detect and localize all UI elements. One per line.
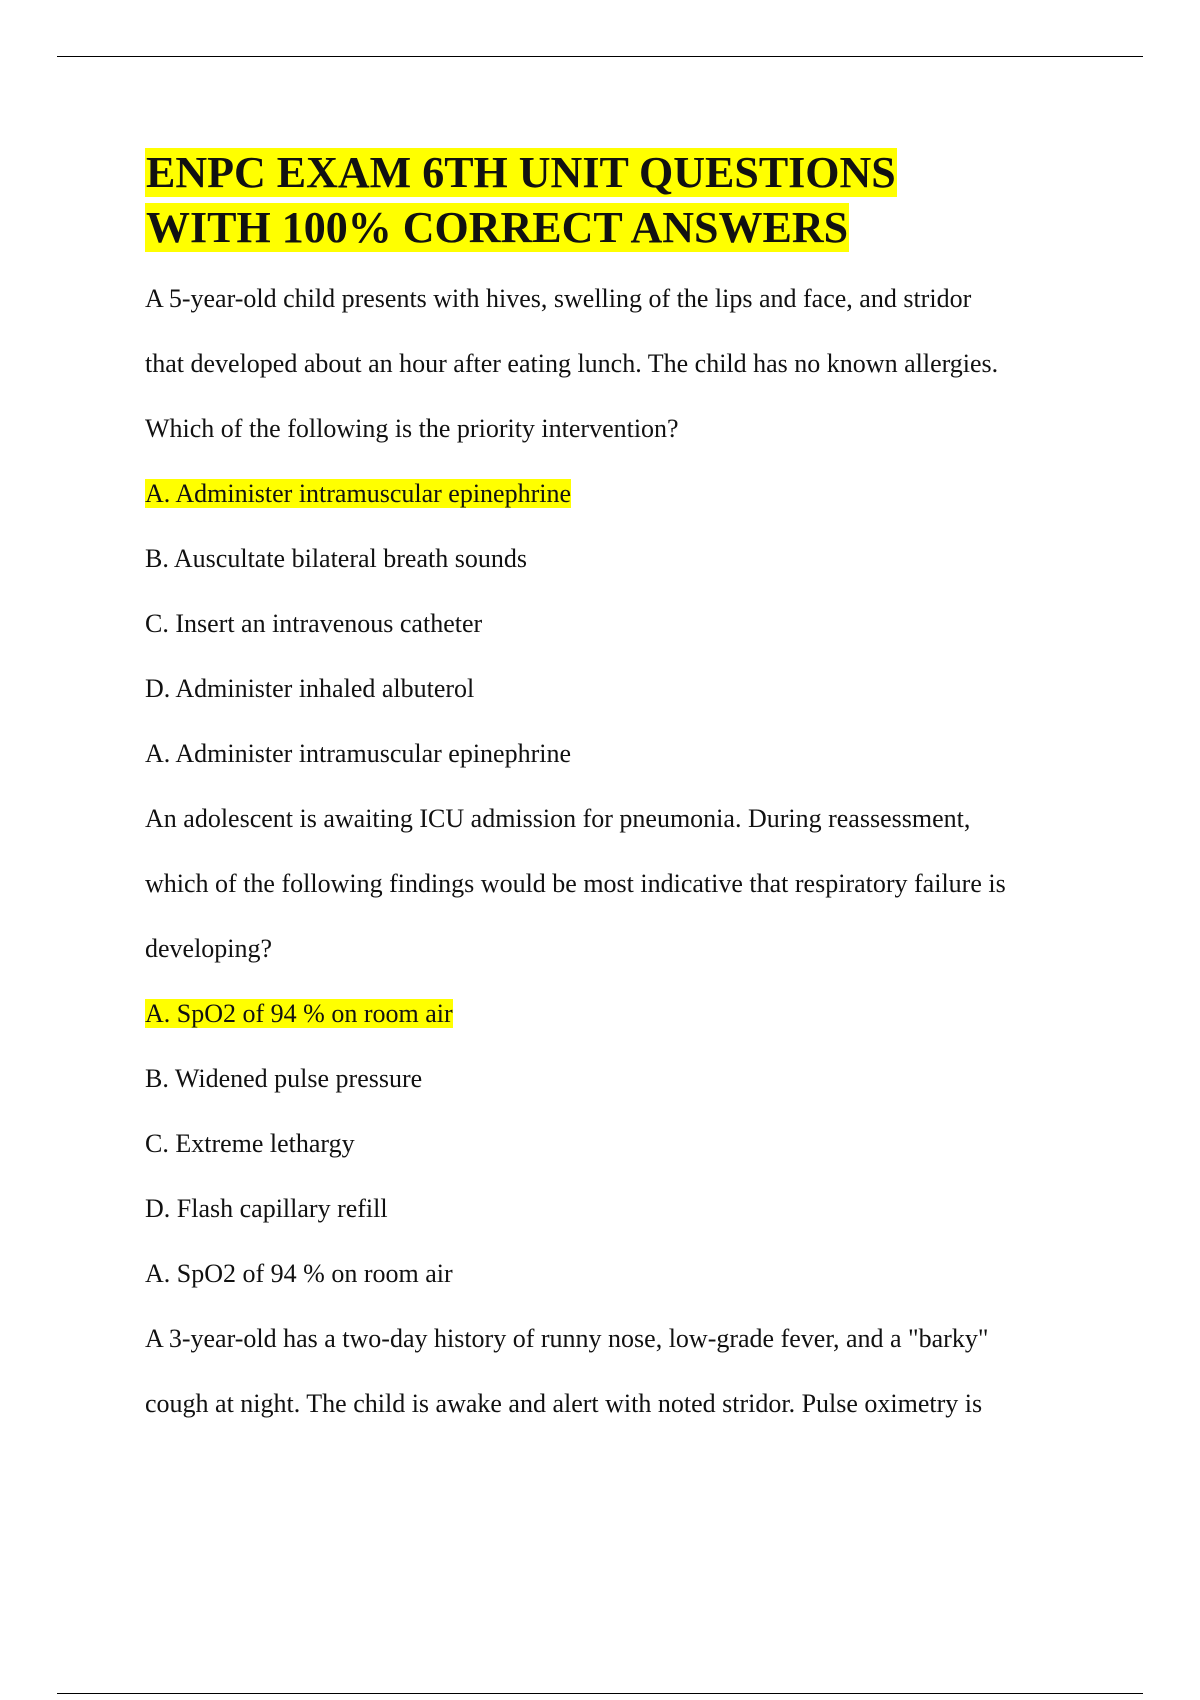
question-2-text-line-1: An adolescent is awaiting ICU admission for pneumonia. During reassessment, [145, 804, 971, 833]
question-1-answer: A. Administer intramuscular epinephrine [145, 739, 572, 768]
question-1-text-line-2: that developed about an hour after eating lunch. The child has no known allergies. [145, 349, 999, 378]
question-3-text-line-2: cough at night. The child is awake and alert with noted stridor. Pulse oximetry is [145, 1389, 983, 1418]
bottom-rule [57, 1693, 1143, 1694]
top-rule [57, 56, 1143, 57]
document-title [145, 145, 1085, 255]
highlighted-answer: A. Administer intramuscular epinephrine [145, 479, 572, 508]
highlighted-answer: A. SpO2 of 94 % on room air [145, 999, 453, 1028]
question-1-text-line-3: Which of the following is the priority intervention? [145, 414, 679, 443]
question-2-answer: A. SpO2 of 94 % on room air [145, 1259, 453, 1288]
question-1-option-c: C. Insert an intravenous catheter [145, 609, 483, 638]
title-line-2: WITH 100% CORRECT ANSWERS [146, 203, 849, 252]
question-2-option-c: C. Extreme lethargy [145, 1129, 355, 1158]
question-1-option-a-correct [145, 477, 571, 511]
question-1-option-d: D. Administer inhaled albuterol [145, 674, 475, 703]
question-2-text-line-3: developing? [145, 934, 273, 963]
question-2-option-a-correct [145, 997, 453, 1031]
title-line-1: ENPC EXAM 6TH UNIT QUESTIONS [146, 148, 896, 197]
question-2-option-d: D. Flash capillary refill [145, 1194, 388, 1223]
question-1-text-line-1: A 5-year-old child presents with hives, swelling of the lips and face, and stridor [145, 284, 972, 313]
question-2-option-b: B. Widened pulse pressure [145, 1064, 423, 1093]
question-1-option-b: B. Auscultate bilateral breath sounds [145, 544, 527, 573]
question-2-text-line-2: which of the following findings would be most indicative that respiratory failure is [145, 869, 1006, 898]
question-3-text-line-1: A 3-year-old has a two-day history of runny nose, low-grade fever, and a "barky" [145, 1324, 989, 1353]
